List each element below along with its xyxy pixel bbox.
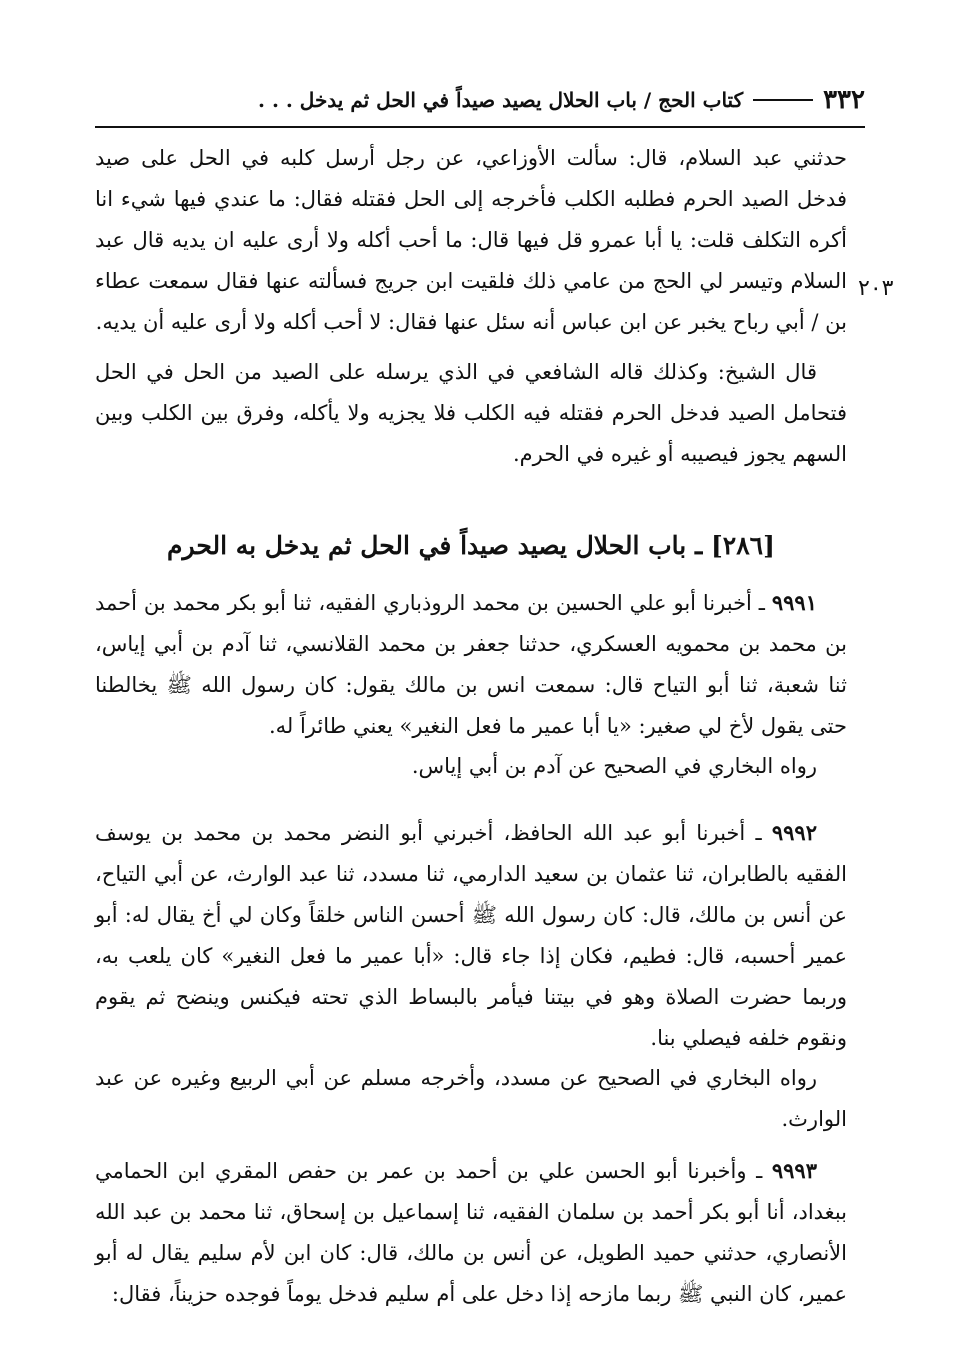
hadith-9991 (95, 582, 847, 747)
hadith-9992 (95, 812, 847, 1059)
hadith-9993 (95, 1150, 847, 1315)
running-title: كتاب الحج / باب الحلال يصيد صيداً في الحل ثم يدخل . . . (258, 88, 744, 112)
margin-page-reference: ٢٠٣ (858, 276, 894, 301)
header-rule (753, 99, 813, 101)
hadith-9992-note: رواه البخاري في الصحيح عن مسدد، وأخرجه مسلم عن أبي الربيع وغيره عن عبد الوارث. (95, 1066, 847, 1131)
hadith-number: ٩٩٩٣ (771, 1158, 817, 1183)
hadith-number: ٩٩٩٢ (771, 820, 817, 845)
header-divider (95, 126, 865, 128)
paragraph-awzai: حدثني عبد السلام، قال: سألت الأوزاعي، عن رجل أرسل كلبه في الحل على صيد فدخل الصيد الحرم فطلبه الكلب فأخرجه إلى الحل فقتله فقال: ما عندي فيها شيء انا أكره التكلف قلت: يا أبا عمرو قل فيها قال: ما أحب أكله ولا أرى عليه ان يديه قال عبد السلام وتيسر لي الحج من عامي ذلك فلقيت ابن جريج فسألته عنها فقال سمعت عطاء بن / أبي رباح يخبر عن ابن عباس أنه سئل عنها فقال: لا أحب أكله ولا أرى عليه أن يديه. (95, 146, 847, 334)
page-header (95, 82, 865, 118)
page-number: ٣٣٢ (823, 85, 865, 115)
hadith-text: ـ أخبرنا أبو علي الحسين بن محمد الروذباري الفقيه، ثنا أبو بكر محمد بن أحمد بن محمد بن محمويه العسكري، حدثنا جعفر بن محمد القلانسي، ثنا آدم بن أبي إياس، ثنا شعبة، ثنا أبو التياح قال: سمعت انس بن مالك يقول: كان رسول الله ﷺ يخالطنا حتى يقول لأخ لي صغير: «يا أبا عمير ما فعل النغير» يعني طائراً له. (95, 591, 847, 738)
hadith-9991-note: رواه البخاري في الصحيح عن آدم بن أبي إياس. (411, 754, 817, 778)
section-heading: [٢٨٦] ـ باب الحلال يصيد صيداً في الحل ثم يدخل به الحرم (167, 531, 775, 560)
hadith-number: ٩٩٩١ (771, 590, 817, 615)
paragraph-shaykh: قال الشيخ: وكذلك قاله الشافعي في الذي يرسله على الصيد من الحل في الحل فتحامل الصيد فدخل الحرم فقتله فيه الكلب فلا يجزيه ولا يأكله، وفرق بين الكلب وبين السهم يجوز فيصيبه أو غيره في الحرم. (95, 360, 847, 466)
hadith-text: ـ وأخبرنا أبو الحسن علي بن أحمد بن عمر بن حفص المقري ابن الحمامي ببغداد، أنا أبو بكر أحمد بن سلمان الفقيه، ثنا إسماعيل بن إسحاق، ثنا محمد بن عبد الله الأنصاري، حدثني حميد الطويل، عن أنس بن مالك، قال: كان ابن لأم سليم يقال له أبو عمير، كان النبي ﷺ ربما مازحه إذا دخل على أم سليم فدخل يوماً فوجده حزيناً، فقال: (95, 1159, 847, 1306)
hadith-text: ـ أخبرنا أبو عبد الله الحافظ، أخبرني أبو النضر محمد بن محمد بن يوسف الفقيه بالطابران، ثنا عثمان بن سعيد الدارمي، ثنا مسدد، ثنا عبد الوارث، عن أبي التياح، عن أنس بن مالك، قال: كان رسول الله ﷺ أحسن الناس خلقاً وكان لي أخ يقال له: أبو عمير أحسبه، قال: فطيم، فكان إذا جاء قال: «أبا عمير ما فعل النغير» كان يلعب به، وربما حضرت الصلاة وهو في بيتنا فيأمر بالبساط الذي تحته فيكنس وينضح ثم يقوم ونقوم خلفه فيصلي بنا. (95, 821, 847, 1050)
